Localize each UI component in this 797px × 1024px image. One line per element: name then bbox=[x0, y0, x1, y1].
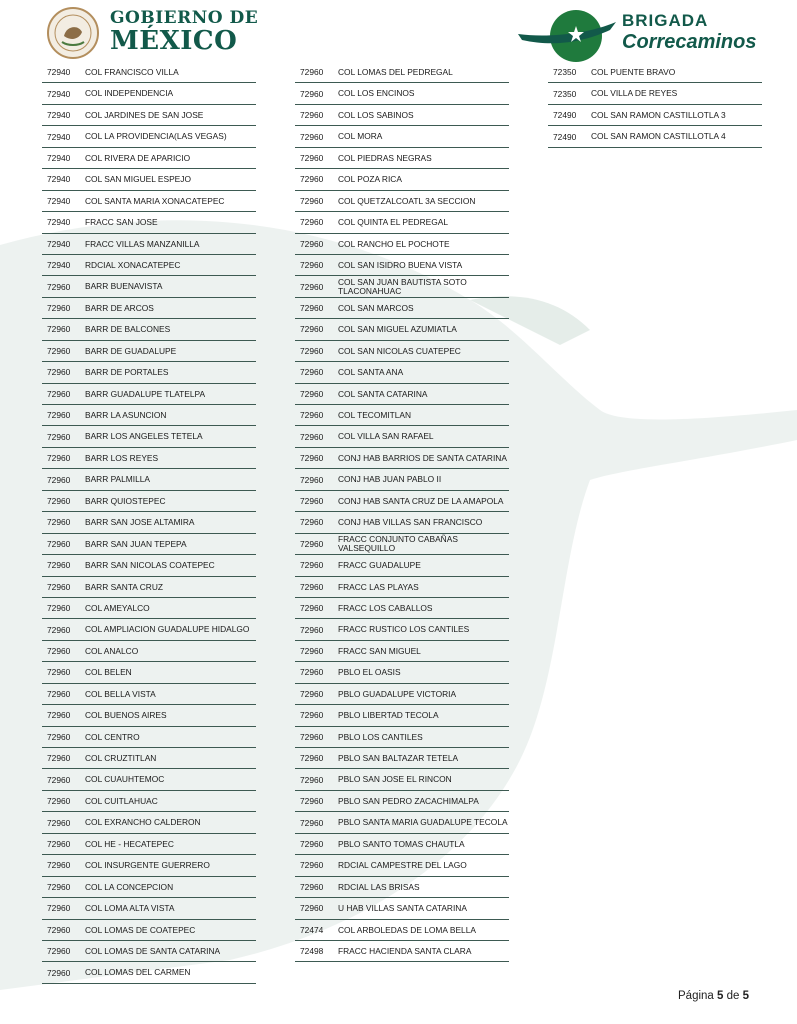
table-row bbox=[42, 83, 256, 104]
postal-code: 72960 bbox=[47, 881, 71, 892]
postal-code: 72960 bbox=[300, 410, 324, 421]
settlement-name: COL VILLA DE REYES bbox=[591, 88, 678, 99]
table-row bbox=[295, 362, 509, 383]
table-row bbox=[42, 534, 256, 555]
postal-code: 72960 bbox=[300, 688, 324, 699]
table-row bbox=[295, 855, 509, 876]
table-row bbox=[295, 684, 509, 705]
postal-code: 72960 bbox=[300, 195, 324, 206]
postal-code: 72490 bbox=[553, 110, 577, 121]
postal-code-column-1 bbox=[42, 62, 256, 984]
brigada-correcaminos-wordmark bbox=[622, 12, 757, 52]
postal-code: 72960 bbox=[47, 581, 71, 592]
postal-code: 72490 bbox=[553, 131, 577, 142]
postal-code: 72960 bbox=[47, 324, 71, 335]
postal-code: 72960 bbox=[47, 946, 71, 957]
postal-code: 72960 bbox=[300, 753, 324, 764]
table-row bbox=[42, 898, 256, 919]
postal-code: 72960 bbox=[47, 453, 71, 464]
table-row bbox=[42, 212, 256, 233]
postal-code: 72350 bbox=[553, 67, 577, 78]
postal-code: 72940 bbox=[47, 174, 71, 185]
postal-code: 72960 bbox=[300, 174, 324, 185]
settlement-name: FRACC SAN JOSE bbox=[85, 217, 158, 228]
settlement-name: COL SANTA CATARINA bbox=[338, 388, 428, 399]
settlement-name: COL SAN ISIDRO BUENA VISTA bbox=[338, 259, 463, 270]
postal-code: 72960 bbox=[300, 260, 324, 271]
postal-code: 72960 bbox=[300, 152, 324, 163]
table-row bbox=[295, 276, 509, 297]
table-row bbox=[42, 748, 256, 769]
postal-code: 72960 bbox=[47, 303, 71, 314]
postal-code: 72960 bbox=[47, 560, 71, 571]
settlement-name: COL JARDINES DE SAN JOSE bbox=[85, 109, 204, 120]
brigada-roadrunner-logo bbox=[518, 8, 618, 64]
settlement-name: COL MORA bbox=[338, 131, 383, 142]
postal-code: 72960 bbox=[300, 838, 324, 849]
table-row bbox=[548, 83, 762, 104]
settlement-name: BARR QUIOSTEPEC bbox=[85, 495, 166, 506]
postal-code: 72960 bbox=[300, 217, 324, 228]
postal-code: 72498 bbox=[300, 946, 324, 957]
postal-code-column-3 bbox=[548, 62, 762, 148]
settlement-name: COL EXRANCHO CALDERON bbox=[85, 817, 201, 828]
settlement-name: COL ARBOLEDAS DE LOMA BELLA bbox=[338, 924, 476, 935]
settlement-name: FRACC RUSTICO LOS CANTILES bbox=[338, 624, 470, 635]
settlement-name: RDCIAL XONACATEPEC bbox=[85, 259, 181, 270]
postal-code: 72960 bbox=[300, 624, 324, 635]
table-row bbox=[295, 83, 509, 104]
postal-code: 72960 bbox=[47, 838, 71, 849]
settlement-name: COL ANALCO bbox=[85, 645, 139, 656]
settlement-name: COL SAN MARCOS bbox=[338, 302, 414, 313]
settlement-name: FRACC SAN MIGUEL bbox=[338, 645, 421, 656]
postal-code: 72940 bbox=[47, 195, 71, 206]
postal-code: 72940 bbox=[47, 260, 71, 271]
table-row bbox=[42, 791, 256, 812]
settlement-name: COL SAN RAMON CASTILLOTLA 4 bbox=[591, 131, 726, 142]
settlement-name: BARR BUENAVISTA bbox=[85, 281, 163, 292]
postal-code: 72940 bbox=[47, 238, 71, 249]
settlement-name: CONJ HAB VILLAS SAN FRANCISCO bbox=[338, 517, 483, 528]
settlement-name: COL POZA RICA bbox=[338, 174, 402, 185]
postal-code: 72940 bbox=[47, 217, 71, 228]
settlement-name: COL BELLA VISTA bbox=[85, 688, 156, 699]
postal-code: 72940 bbox=[47, 88, 71, 99]
settlement-name: COL LOMAS DE SANTA CATARINA bbox=[85, 945, 221, 956]
postal-code: 72960 bbox=[300, 517, 324, 528]
settlement-name: BARR LA ASUNCION bbox=[85, 410, 167, 421]
postal-code: 72960 bbox=[47, 281, 71, 292]
table-row bbox=[295, 234, 509, 255]
table-row bbox=[42, 191, 256, 212]
header bbox=[0, 0, 797, 64]
postal-code: 72960 bbox=[300, 710, 324, 721]
table-row bbox=[295, 298, 509, 319]
settlement-name: COL INSURGENTE GUERRERO bbox=[85, 860, 210, 871]
settlement-name: U HAB VILLAS SANTA CATARINA bbox=[338, 903, 467, 914]
page-label: Página bbox=[678, 990, 714, 1002]
settlement-name: COL PUENTE BRAVO bbox=[591, 67, 676, 78]
table-row bbox=[295, 512, 509, 533]
settlement-name: COL HE - HECATEPEC bbox=[85, 838, 174, 849]
gobierno-line2: MÉXICO bbox=[110, 26, 238, 56]
table-row bbox=[42, 962, 256, 983]
table-row bbox=[295, 920, 509, 941]
table-row bbox=[42, 598, 256, 619]
settlement-name: COL SAN JUAN BAUTISTA SOTO TLACONAHUAC bbox=[338, 277, 467, 296]
settlement-name: COL SAN MIGUEL ESPEJO bbox=[85, 174, 191, 185]
postal-code: 72960 bbox=[300, 796, 324, 807]
settlement-name: COL CRUZTITLAN bbox=[85, 753, 157, 764]
settlement-name: COL LA PROVIDENCIA(LAS VEGAS) bbox=[85, 131, 227, 142]
postal-code: 72960 bbox=[300, 345, 324, 356]
table-row bbox=[42, 341, 256, 362]
table-row bbox=[295, 319, 509, 340]
settlement-name: BARR DE ARCOS bbox=[85, 302, 154, 313]
table-row bbox=[295, 169, 509, 190]
postal-code: 72960 bbox=[47, 603, 71, 614]
settlement-name: CONJ HAB JUAN PABLO II bbox=[338, 474, 442, 485]
table-row bbox=[42, 641, 256, 662]
settlement-name: COL INDEPENDENCIA bbox=[85, 88, 174, 99]
settlement-name: COL BUENOS AIRES bbox=[85, 710, 167, 721]
table-row bbox=[42, 920, 256, 941]
postal-code: 72960 bbox=[47, 796, 71, 807]
postal-code: 72960 bbox=[300, 774, 324, 785]
current-page: 5 bbox=[717, 990, 724, 1002]
postal-code: 72960 bbox=[300, 238, 324, 249]
table-row bbox=[42, 126, 256, 147]
settlement-name: COL LOMAS DEL CARMEN bbox=[85, 967, 191, 978]
postal-code: 72960 bbox=[300, 453, 324, 464]
postal-code: 72960 bbox=[47, 903, 71, 914]
postal-code: 72960 bbox=[47, 495, 71, 506]
table-row bbox=[295, 619, 509, 640]
postal-code: 72960 bbox=[300, 88, 324, 99]
table-row bbox=[42, 577, 256, 598]
table-row bbox=[295, 834, 509, 855]
table-row bbox=[295, 877, 509, 898]
settlement-name: FRACC HACIENDA SANTA CLARA bbox=[338, 945, 472, 956]
settlement-name: COL RANCHO EL POCHOTE bbox=[338, 238, 450, 249]
table-row bbox=[295, 126, 509, 147]
postal-code: 72960 bbox=[300, 646, 324, 657]
table-row bbox=[548, 62, 762, 83]
table-row bbox=[42, 769, 256, 790]
postal-code: 72960 bbox=[47, 538, 71, 549]
table-row bbox=[42, 877, 256, 898]
postal-code: 72960 bbox=[47, 817, 71, 828]
postal-code: 72960 bbox=[300, 860, 324, 871]
table-row bbox=[548, 105, 762, 126]
postal-code: 72474 bbox=[300, 924, 324, 935]
postal-code: 72960 bbox=[300, 388, 324, 399]
postal-code: 72940 bbox=[47, 110, 71, 121]
settlement-name: COL QUETZALCOATL 3A SECCION bbox=[338, 195, 476, 206]
postal-code: 72960 bbox=[47, 474, 71, 485]
settlement-name: COL LA CONCEPCION bbox=[85, 881, 174, 892]
postal-code: 72940 bbox=[47, 131, 71, 142]
postal-code: 72350 bbox=[553, 88, 577, 99]
settlement-name: COL TECOMITLAN bbox=[338, 410, 412, 421]
table-row bbox=[42, 448, 256, 469]
settlement-name: BARR SANTA CRUZ bbox=[85, 581, 164, 592]
postal-code: 72960 bbox=[47, 646, 71, 657]
settlement-name: COL FRANCISCO VILLA bbox=[85, 67, 179, 78]
table-row bbox=[42, 298, 256, 319]
settlement-name: COL VILLA SAN RAFAEL bbox=[338, 431, 434, 442]
settlement-name: PBLO SANTA MARIA GUADALUPE TECOLA bbox=[338, 817, 508, 828]
postal-code: 72960 bbox=[47, 410, 71, 421]
postal-code: 72960 bbox=[47, 688, 71, 699]
mexico-coat-of-arms-logo bbox=[44, 6, 102, 60]
table-row bbox=[295, 448, 509, 469]
page-number bbox=[678, 990, 749, 1002]
settlement-name: BARR DE GUADALUPE bbox=[85, 345, 177, 356]
settlement-name: COL AMPLIACION GUADALUPE HIDALGO bbox=[85, 624, 250, 635]
settlement-name: COL RIVERA DE APARICIO bbox=[85, 152, 191, 163]
postal-code: 72960 bbox=[300, 474, 324, 485]
postal-code: 72960 bbox=[300, 731, 324, 742]
postal-code: 72960 bbox=[47, 388, 71, 399]
postal-code: 72960 bbox=[300, 67, 324, 78]
table-row bbox=[42, 148, 256, 169]
table-row bbox=[295, 105, 509, 126]
postal-code: 72960 bbox=[300, 131, 324, 142]
settlement-name: COL CUITLAHUAC bbox=[85, 795, 158, 806]
settlement-name: COL LOS ENCINOS bbox=[338, 88, 415, 99]
settlement-name: PBLO SAN JOSE EL RINCON bbox=[338, 774, 452, 785]
table-row bbox=[42, 705, 256, 726]
postal-code: 72940 bbox=[47, 67, 71, 78]
table-row bbox=[42, 255, 256, 276]
table-row bbox=[295, 405, 509, 426]
table-row bbox=[42, 319, 256, 340]
settlement-name: COL CUAUHTEMOC bbox=[85, 774, 165, 785]
table-row bbox=[295, 598, 509, 619]
page-of-label: de bbox=[726, 990, 740, 1002]
table-row bbox=[42, 426, 256, 447]
postal-code: 72960 bbox=[47, 624, 71, 635]
postal-code: 72960 bbox=[300, 603, 324, 614]
settlement-name: PBLO SANTO TOMAS CHAUTLA bbox=[338, 838, 465, 849]
postal-code: 72960 bbox=[47, 345, 71, 356]
settlement-name: BARR DE PORTALES bbox=[85, 367, 169, 378]
postal-code: 72960 bbox=[47, 924, 71, 935]
table-row bbox=[295, 212, 509, 233]
postal-code: 72960 bbox=[300, 903, 324, 914]
settlement-name: BARR LOS ANGELES TETELA bbox=[85, 431, 203, 442]
table-row bbox=[42, 941, 256, 962]
table-row bbox=[295, 748, 509, 769]
table-row bbox=[295, 898, 509, 919]
table-row bbox=[295, 662, 509, 683]
settlement-name: COL SAN NICOLAS CUATEPEC bbox=[338, 345, 461, 356]
settlement-name: PBLO SAN PEDRO ZACACHIMALPA bbox=[338, 795, 479, 806]
postal-code: 72960 bbox=[300, 581, 324, 592]
table-row bbox=[295, 426, 509, 447]
settlement-name: FRACC CONJUNTO CABAÑAS VALSEQUILLO bbox=[338, 534, 458, 553]
settlement-name: COL LOMAS DEL PEDREGAL bbox=[338, 67, 453, 78]
postal-code: 72960 bbox=[300, 560, 324, 571]
postal-code: 72960 bbox=[47, 860, 71, 871]
postal-code: 72960 bbox=[47, 431, 71, 442]
postal-code: 72960 bbox=[300, 110, 324, 121]
settlement-name: COL LOS SABINOS bbox=[338, 109, 414, 120]
settlement-name: BARR LOS REYES bbox=[85, 452, 159, 463]
settlement-name: PBLO SAN BALTAZAR TETELA bbox=[338, 753, 459, 764]
table-row bbox=[295, 791, 509, 812]
postal-code: 72960 bbox=[300, 667, 324, 678]
table-row bbox=[42, 62, 256, 83]
brigada-line1: BRIGADA bbox=[622, 11, 709, 30]
table-row bbox=[295, 727, 509, 748]
table-row bbox=[295, 191, 509, 212]
table-row bbox=[42, 491, 256, 512]
settlement-name: COL CENTRO bbox=[85, 731, 140, 742]
settlement-name: BARR GUADALUPE TLATELPA bbox=[85, 388, 206, 399]
postal-code: 72960 bbox=[47, 967, 71, 978]
settlement-name: COL AMEYALCO bbox=[85, 602, 150, 613]
table-row bbox=[42, 276, 256, 297]
settlement-name: COL PIEDRAS NEGRAS bbox=[338, 152, 432, 163]
settlement-name: CONJ HAB SANTA CRUZ DE LA AMAPOLA bbox=[338, 495, 504, 506]
table-row bbox=[295, 148, 509, 169]
settlement-name: BARR SAN JOSE ALTAMIRA bbox=[85, 517, 195, 528]
table-row bbox=[295, 384, 509, 405]
settlement-name: COL SAN RAMON CASTILLOTLA 3 bbox=[591, 109, 726, 120]
table-row bbox=[42, 727, 256, 748]
settlement-name: COL SAN MIGUEL AZUMIATLA bbox=[338, 324, 457, 335]
table-row bbox=[42, 469, 256, 490]
postal-code: 72960 bbox=[47, 367, 71, 378]
settlement-name: COL LOMAS DE COATEPEC bbox=[85, 924, 196, 935]
settlement-name: RDCIAL CAMPESTRE DEL LAGO bbox=[338, 860, 467, 871]
postal-code: 72960 bbox=[300, 495, 324, 506]
table-row bbox=[42, 169, 256, 190]
table-row bbox=[295, 641, 509, 662]
table-row bbox=[42, 405, 256, 426]
postal-code: 72940 bbox=[47, 152, 71, 163]
postal-code: 72960 bbox=[47, 774, 71, 785]
settlement-name: PBLO EL OASIS bbox=[338, 667, 401, 678]
settlement-name: COL LOMA ALTA VISTA bbox=[85, 903, 175, 914]
postal-code: 72960 bbox=[47, 667, 71, 678]
table-row bbox=[295, 941, 509, 962]
postal-code: 72960 bbox=[47, 731, 71, 742]
table-row bbox=[42, 834, 256, 855]
postal-code: 72960 bbox=[47, 753, 71, 764]
settlement-name: CONJ HAB BARRIOS DE SANTA CATARINA bbox=[338, 452, 507, 463]
table-row bbox=[295, 769, 509, 790]
settlement-name: COL BELEN bbox=[85, 667, 132, 678]
table-row bbox=[42, 362, 256, 383]
postal-code-column-2 bbox=[295, 62, 509, 962]
table-row bbox=[295, 62, 509, 83]
settlement-name: FRACC LAS PLAYAS bbox=[338, 581, 419, 592]
table-row bbox=[295, 555, 509, 576]
table-row bbox=[42, 855, 256, 876]
total-pages: 5 bbox=[742, 990, 750, 1002]
table-row bbox=[42, 684, 256, 705]
settlement-name: FRACC LOS CABALLOS bbox=[338, 602, 433, 613]
settlement-name: COL SANTA ANA bbox=[338, 367, 404, 378]
settlement-name: COL QUINTA EL PEDREGAL bbox=[338, 217, 448, 228]
postal-code: 72960 bbox=[300, 881, 324, 892]
table-row bbox=[42, 384, 256, 405]
table-row bbox=[548, 126, 762, 147]
settlement-name: PBLO GUADALUPE VICTORIA bbox=[338, 688, 457, 699]
postal-code: 72960 bbox=[300, 367, 324, 378]
postal-code: 72960 bbox=[300, 431, 324, 442]
settlement-name: PBLO LIBERTAD TECOLA bbox=[338, 710, 439, 721]
table-row bbox=[295, 577, 509, 598]
settlement-name: PBLO LOS CANTILES bbox=[338, 731, 423, 742]
settlement-name: BARR PALMILLA bbox=[85, 474, 151, 485]
table-row bbox=[42, 619, 256, 640]
brigada-line2: Correcaminos bbox=[622, 31, 757, 53]
settlement-name: BARR SAN NICOLAS COATEPEC bbox=[85, 560, 215, 571]
settlement-name: FRACC VILLAS MANZANILLA bbox=[85, 238, 200, 249]
table-row bbox=[42, 105, 256, 126]
table-row bbox=[295, 469, 509, 490]
postal-code: 72960 bbox=[47, 710, 71, 721]
gobierno-line1: GOBIERNO DE bbox=[110, 8, 259, 28]
postal-code: 72960 bbox=[300, 303, 324, 314]
table-row bbox=[42, 512, 256, 533]
table-row bbox=[295, 341, 509, 362]
postal-code: 72960 bbox=[47, 517, 71, 528]
table-row bbox=[42, 812, 256, 833]
gobierno-de-mexico-wordmark bbox=[110, 10, 258, 54]
settlement-name: RDCIAL LAS BRISAS bbox=[338, 881, 420, 892]
table-row bbox=[295, 534, 509, 555]
postal-code: 72960 bbox=[300, 324, 324, 335]
table-row bbox=[295, 255, 509, 276]
postal-code: 72960 bbox=[300, 538, 324, 549]
settlement-name: COL SANTA MARIA XONACATEPEC bbox=[85, 195, 225, 206]
table-row bbox=[295, 491, 509, 512]
table-row bbox=[42, 555, 256, 576]
settlement-name: BARR SAN JUAN TEPEPA bbox=[85, 538, 187, 549]
postal-code: 72960 bbox=[300, 281, 324, 292]
postal-code: 72960 bbox=[300, 817, 324, 828]
table-row bbox=[42, 662, 256, 683]
settlement-name: FRACC GUADALUPE bbox=[338, 560, 421, 571]
table-row bbox=[295, 705, 509, 726]
settlement-name: BARR DE BALCONES bbox=[85, 324, 171, 335]
table-row bbox=[42, 234, 256, 255]
table-row bbox=[295, 812, 509, 833]
